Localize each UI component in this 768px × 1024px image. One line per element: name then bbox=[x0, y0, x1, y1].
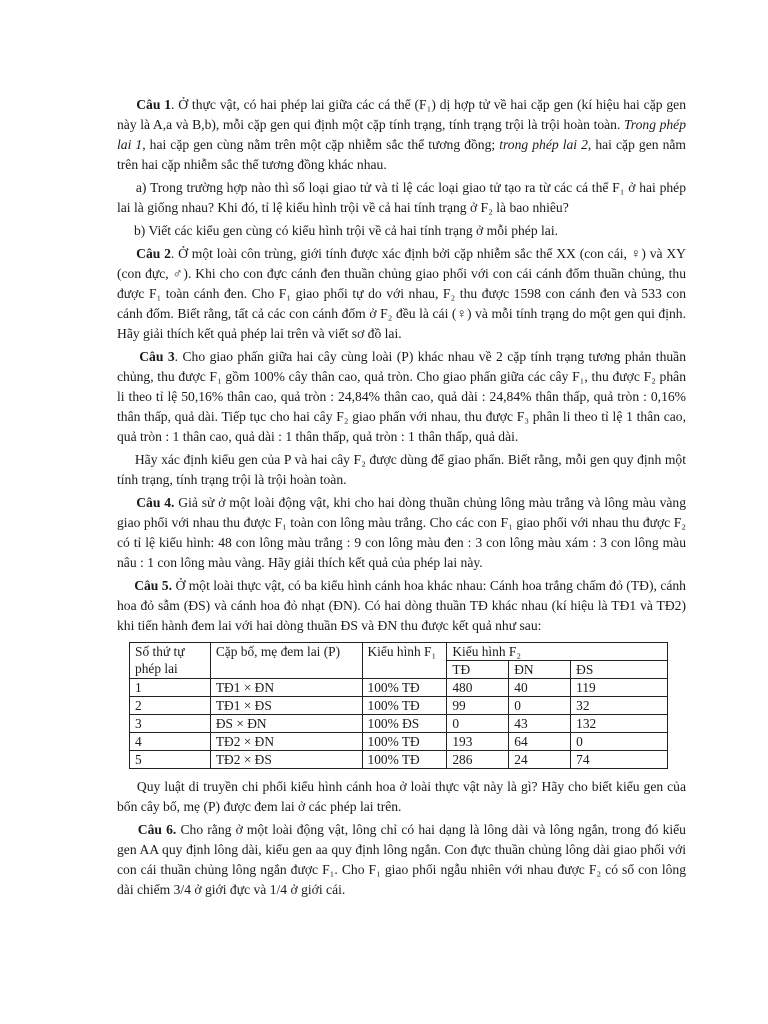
table-cell: 100% TĐ bbox=[362, 679, 447, 697]
question-4-text: Giả sử ở một loài động vật, khi cho hai dòng thuần chủng lông màu trắng và lông màu vàng giao phối với nhau thu được F₁ toàn con lông màu trắng. Cho các con F₁ giao phối với nhau thu được F₂ có tỉ lệ kiểu hình: 48 con lông màu trắng : 9 con lông màu đen : 3 con lông màu xám : 3 con lông màu nâu : 1 con lông màu vàng. Hãy giải thích kết quả của phép lai này. bbox=[117, 495, 686, 570]
question-6-label: Câu 6. bbox=[137, 822, 177, 837]
question-5-text: Ở một loài thực vật, có ba kiểu hình cánh hoa khác nhau: Cánh hoa trắng chấm đỏ (TĐ), cánh hoa đỏ sẫm (ĐS) và cánh hoa đỏ nhạt (ĐN). Có hai dòng thuần TĐ khác nhau (kí hiệu là TĐ1 và TĐ2) khi tiến hành đem lai với hai dòng thuần ĐS và ĐN thu được kết quả như sau: bbox=[117, 578, 686, 633]
table-cell: 100% ĐS bbox=[362, 715, 447, 733]
question-4-label: Câu 4. bbox=[136, 495, 175, 510]
table-header-row bbox=[130, 643, 668, 661]
table-row bbox=[130, 715, 668, 733]
header-td: TĐ bbox=[447, 661, 509, 679]
table-row bbox=[130, 733, 668, 751]
question-1-part-a bbox=[117, 178, 686, 218]
table-cell: 4 bbox=[130, 733, 211, 751]
header-dn: ĐN bbox=[509, 661, 571, 679]
table-cell: 74 bbox=[571, 751, 668, 769]
question-1-text: . Ở thực vật, có hai phép lai giữa các cá thể (F₁) dị hợp tử về hai cặp gen (kí hiệu hai cặp gen này là A,a và B,b), mỗi cặp gen qui định một cặp tính trạng, tính trạng trội là trội hoàn toàn. bbox=[117, 97, 686, 132]
table-cell: 193 bbox=[447, 733, 509, 751]
table-cell: 64 bbox=[509, 733, 571, 751]
table-cell: TĐ2 × ĐN bbox=[210, 733, 362, 751]
question-1-part-a-text: a) Trong trường hợp nào thì số loại giao tử và tỉ lệ các loại giao tử tạo ra từ các cá thể F₁ ở hai phép lai là giống nhau? Khi đó, tỉ lệ kiểu hình trội về cả hai tính trạng ở F₂ là bao nhiêu? bbox=[117, 180, 687, 215]
table-cell: 3 bbox=[130, 715, 211, 733]
table-cell: 119 bbox=[571, 679, 668, 697]
table-cell: 0 bbox=[509, 697, 571, 715]
table-cell: 286 bbox=[447, 751, 509, 769]
question-5-after-text: Quy luật di truyền chi phối kiểu hình cánh hoa ở loài thực vật này là gì? Hãy cho biết kiểu gen của bốn cây bố, mẹ (P) được đem lai ở các phép lai trên. bbox=[117, 779, 687, 814]
table-cell: TĐ2 × ĐS bbox=[210, 751, 362, 769]
results-table bbox=[129, 642, 668, 769]
question-2-label: Câu 2 bbox=[136, 246, 171, 261]
question-3-text-2: Hãy xác định kiểu gen của P và hai cây F₂ được dùng để giao phấn. Biết rằng, mỗi gen quy định một tính trạng, tính trạng trội là trội hoàn toàn. bbox=[117, 452, 686, 487]
table-cell: 100% TĐ bbox=[362, 697, 447, 715]
question-4 bbox=[117, 493, 686, 573]
table-cell: 40 bbox=[509, 679, 571, 697]
header-ds: ĐS bbox=[571, 661, 668, 679]
table-cell: ĐS × ĐN bbox=[210, 715, 362, 733]
table-cell: TĐ1 × ĐN bbox=[210, 679, 362, 697]
table-cell: TĐ1 × ĐS bbox=[210, 697, 362, 715]
header-f2-phenotype: Kiểu hình F₂ bbox=[447, 643, 668, 661]
table-row bbox=[130, 679, 668, 697]
question-2-text: . Ở một loài côn trùng, giới tính được xác định bởi cặp nhiễm sắc thể XX (con cái, ♀) và XY (con đực, ♂). Khi cho con đực cánh đen thuần chủng giao phối với con cái cánh đốm thuần chủng, thu được F₁ toàn cánh đen. Cho F₁ giao phối tự do với nhau, F₂ thu được 1598 con cánh đen và 533 con cánh đốm. Biết rằng, tất cả các con cánh đốm ở F₂ đều là cái (♀) và mỗi tính trạng do một gen qui định. Hãy giải thích kết quả phép lai trên và viết sơ đồ lai. bbox=[117, 246, 686, 341]
header-f1-phenotype: Kiểu hình F₁ bbox=[362, 643, 447, 679]
table-cell: 1 bbox=[130, 679, 211, 697]
table-row bbox=[130, 751, 668, 769]
table-cell: 99 bbox=[447, 697, 509, 715]
table-cell: 24 bbox=[509, 751, 571, 769]
table-cell: 2 bbox=[130, 697, 211, 715]
question-3 bbox=[117, 347, 686, 447]
question-1-italic-2: trong phép lai 2 bbox=[499, 137, 588, 152]
question-1-part-b-text: b) Viết các kiểu gen cùng có kiểu hình trội về cả hai tính trạng ở mỗi phép lai. bbox=[134, 223, 559, 238]
table-cell: 32 bbox=[571, 697, 668, 715]
question-1-part-b bbox=[117, 221, 686, 241]
question-2 bbox=[117, 244, 686, 344]
question-5 bbox=[117, 576, 686, 636]
question-6-text: Cho rằng ở một loài động vật, lông chỉ có hai dạng là lông dài và lông ngắn, trong đó kiểu gen AA quy định lông dài, kiểu gen aa quy định lông ngắn. Con đực thuần chủng lông dài giao phối với con cái thuần chủng lông ngắn được F₁. Cho F₁ giao phối ngẫu nhiên với nhau được F₂ có số con lông dài chiếm 3/4 ở giới đực và 1/4 ở giới cái. bbox=[117, 822, 686, 897]
question-6 bbox=[117, 820, 686, 900]
question-1-text-2: , hai cặp gen cùng nằm trên một cặp nhiễm sắc thể tương đồng; bbox=[142, 137, 496, 152]
table-cell: 0 bbox=[447, 715, 509, 733]
header-cross-number: Số thứ tự phép lai bbox=[130, 643, 211, 679]
question-1-italic-1: Trong phép lai 1 bbox=[117, 117, 687, 152]
question-5-label: Câu 5. bbox=[134, 578, 172, 593]
question-3-text: . Cho giao phấn giữa hai cây cùng loài (P) khác nhau về 2 cặp tính trạng tương phản thuần chủng, thu được F₁ gồm 100% cây thân cao, quả tròn. Cho giao phấn giữa các cây F₁, thu được F₂ phân li theo tỉ lệ 50,16% thân cao, quả tròn : 24,84% thân cao, quả dài : 24,84% thân thấp, quả tròn : 0,16% thân thấp, quả dài. Tiếp tục cho hai cây F₂ giao phấn với nhau, thu được F₃ phân li theo tỉ lệ 1 thân cao, quả tròn : 1 thân cao, quả dài : 1 thân thấp, quả tròn : 1 thân thấp, quả dài. bbox=[117, 349, 686, 444]
question-1-text-3: , hai cặp gen nằm trên hai cặp nhiễm sắc thể tương đồng khác nhau. bbox=[117, 137, 687, 172]
table-cell: 0 bbox=[571, 733, 668, 751]
question-3-label: Câu 3 bbox=[139, 349, 175, 364]
question-1 bbox=[117, 95, 686, 175]
table-cell: 43 bbox=[509, 715, 571, 733]
table-cell: 100% TĐ bbox=[362, 733, 447, 751]
table-cell: 480 bbox=[447, 679, 509, 697]
table-cell: 5 bbox=[130, 751, 211, 769]
table-cell: 132 bbox=[571, 715, 668, 733]
table-row bbox=[130, 697, 668, 715]
question-5-followup bbox=[117, 777, 686, 817]
question-3-part-2 bbox=[117, 450, 686, 490]
header-parent-pair: Cặp bố, mẹ đem lai (P) bbox=[210, 643, 362, 679]
table-cell: 100% TĐ bbox=[362, 751, 447, 769]
question-1-label: Câu 1 bbox=[136, 97, 172, 112]
